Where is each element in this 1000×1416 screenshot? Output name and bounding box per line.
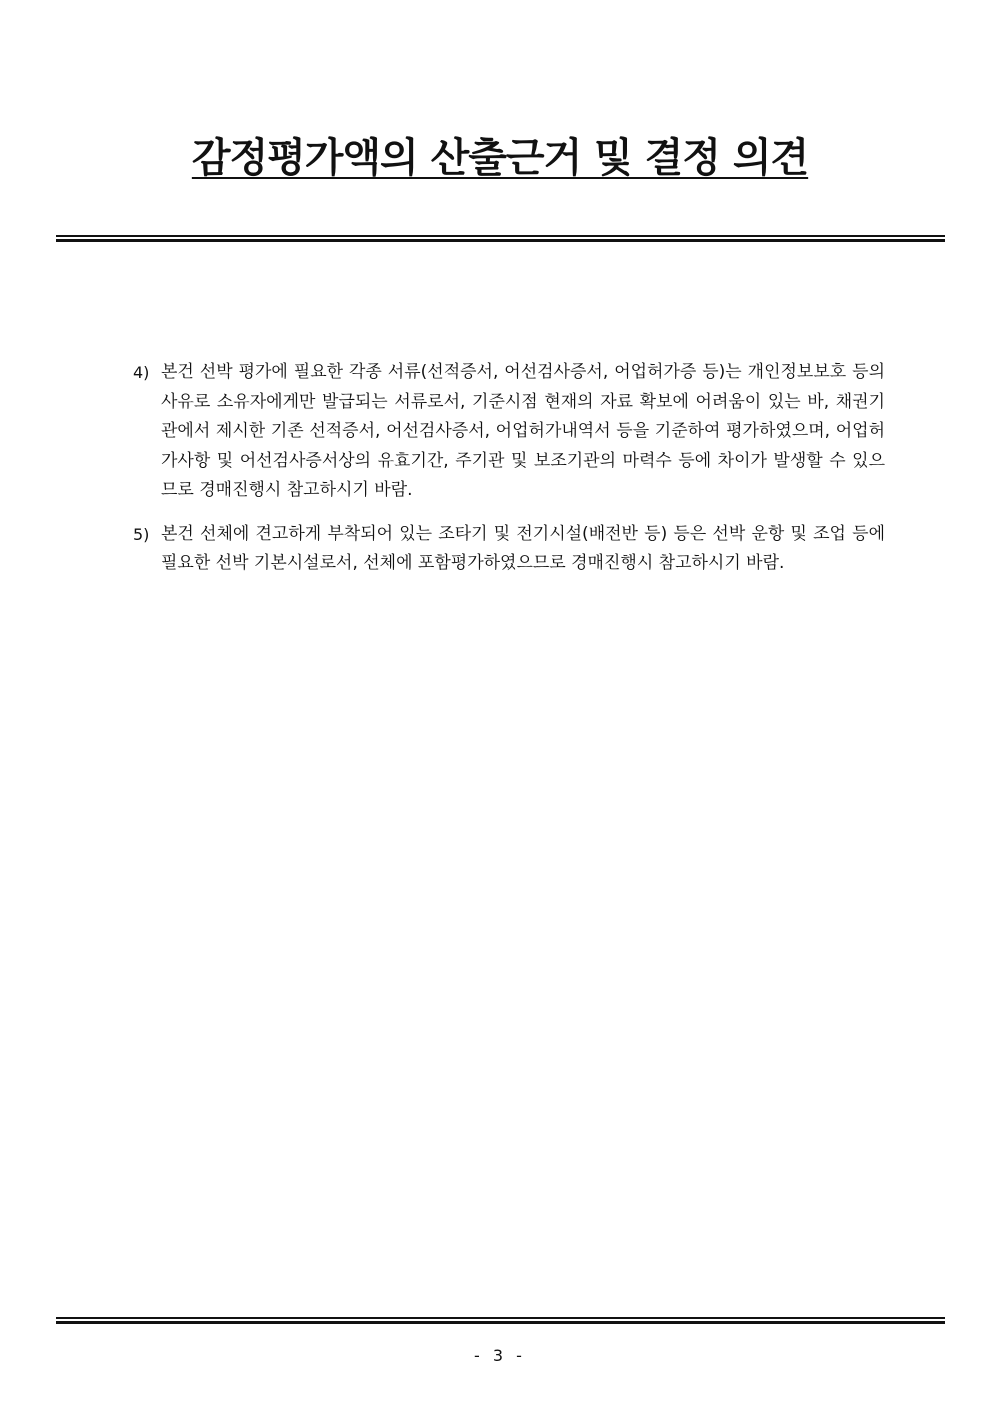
notes-list: [133, 358, 885, 593]
note-text: 본건 선박 평가에 필요한 각종 서류(선적증서, 어선검사증서, 어업허가증 등)는 개인정보보호 등의 사유로 소유자에게만 발급되는 서류로서, 기준시점 현재의 자료 확보에 어려움이 있는 바, 채권기관에서 제시한 기존 선적증서, 어선검사증서, 어업허가내역서 등을 기준하여 평가하였으며, 어업허가사항 및 어선검사증서상의 유효기간, 주기관 및 보조기관의 마력수 등에 차이가 발생할 수 있으므로 경매진행시 참고하시기 바람.: [161, 362, 885, 500]
note-number: 5): [133, 524, 150, 544]
page-title: [0, 128, 1000, 188]
note-text: 본건 선체에 견고하게 부착되어 있는 조타기 및 전기시설(배전반 등) 등은 선박 운항 및 조업 등에 필요한 선박 기본시설로서, 선체에 포함평가하였으므로 경매진행시 참고하시기 바람.: [161, 523, 885, 573]
note-item-5: [133, 520, 885, 579]
note-number: 4): [133, 363, 150, 382]
page-number: - 3 -: [474, 1346, 526, 1365]
page-title-text: 감정평가액의 산출근거 및 결정 의견: [191, 135, 809, 181]
note-item-4: [133, 358, 885, 506]
top-double-rule: [56, 235, 945, 242]
bottom-double-rule: [56, 1317, 945, 1324]
